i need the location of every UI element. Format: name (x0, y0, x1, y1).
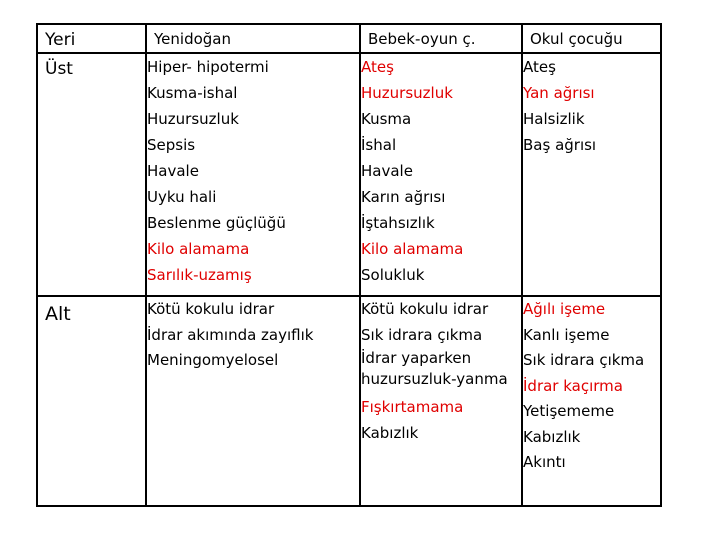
list-item: Kanlı işeme (523, 325, 610, 344)
list-item: Havale (147, 162, 199, 180)
list-item: Kabızlık (361, 423, 419, 442)
row-label-cell (37, 296, 146, 506)
list-item: Yetişememe (523, 402, 615, 420)
list-item: Kusma-ishal (147, 84, 238, 102)
symptoms-table (36, 23, 662, 507)
list-item: Hiper- hipotermi (147, 58, 269, 76)
list-item: Akıntı (523, 453, 566, 471)
list-item: İdrar akımında zayıflık (147, 325, 314, 344)
row-label-cell (37, 53, 146, 296)
list-item: Kusma (361, 110, 412, 128)
list-item: Kilo alamama (147, 240, 250, 258)
cell-ust-bebek (360, 53, 522, 296)
header-cell-yenidogan: Yenidoğan (146, 24, 360, 53)
list-item: Solukluk (361, 266, 425, 284)
cell-ust-yenidogan (146, 53, 360, 296)
list-item: Ağılı işeme (523, 300, 606, 318)
list-item: Yan ağrısı (523, 84, 595, 102)
cell-alt-yenidogan (146, 296, 360, 506)
list-item: Kabızlık (523, 427, 581, 446)
header-row (37, 24, 661, 53)
list-item: Sarılık-uzamış (147, 266, 252, 284)
list-item: Uyku hali (147, 188, 217, 206)
list-item: Baş ağrısı (523, 136, 597, 154)
list-item: Huzursuzluk (147, 110, 239, 128)
list-item: Sık idrara çıkma (523, 351, 645, 369)
list-item: Kötü kokulu idrar (361, 300, 489, 318)
list-item: İştahsızlık (361, 214, 435, 232)
row-label-alt: Alt (45, 303, 71, 325)
cell-alt-bebek (360, 296, 522, 506)
list-item: Havale (361, 162, 413, 180)
cell-ust-okul (522, 53, 661, 296)
list-item: İshal (361, 136, 397, 154)
list-item: Ateş (361, 58, 394, 76)
list-item: Sık idrara çıkma (361, 325, 483, 344)
list-item: Ateş (523, 58, 556, 76)
list-item: Beslenme güçlüğü (147, 214, 286, 232)
row-label-ust: Üst (45, 59, 73, 79)
table-row-ust (37, 53, 661, 296)
list-item: Huzursuzluk (361, 84, 453, 102)
list-item: Fışkırtamama (361, 398, 464, 416)
header-cell-yeri: Yeri (37, 24, 146, 53)
list-item: İdrar kaçırma (523, 376, 623, 395)
list-item: Sepsis (147, 136, 196, 154)
list-item: Karın ağrısı (361, 188, 446, 206)
header-cell-bebek: Bebek-oyun ç. (360, 24, 522, 53)
list-item: Halsizlik (523, 110, 585, 128)
list-item: Kilo alamama (361, 240, 464, 258)
table-row-alt (37, 296, 661, 506)
list-item: İdrar yaparken huzursuzluk-yanma (361, 349, 508, 388)
list-item: Meningomyelosel (147, 351, 279, 369)
cell-alt-okul (522, 296, 661, 506)
list-item: Kötü kokulu idrar (147, 300, 275, 318)
header-cell-okul: Okul çocuğu (522, 24, 661, 53)
